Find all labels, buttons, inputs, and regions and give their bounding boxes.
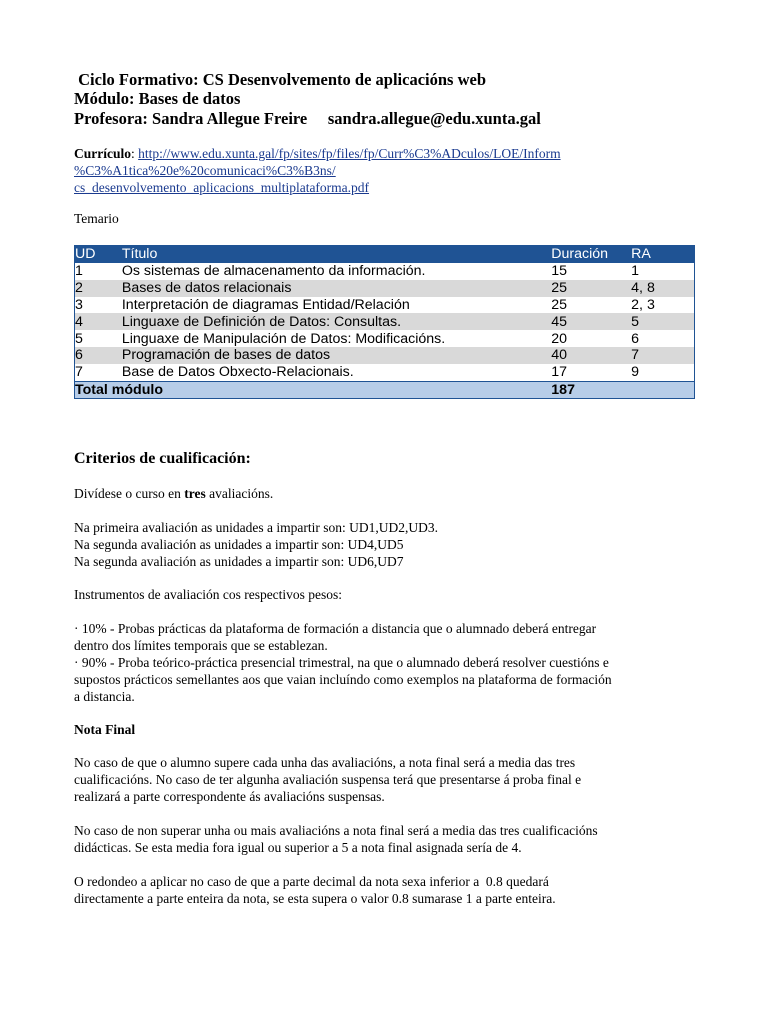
paragraph-line: No caso de que o alumno supere cada unha das avaliacións, a nota final será a media das tres xyxy=(74,755,576,770)
cell-title: Linguaxe de Definición de Datos: Consultas. xyxy=(122,313,551,330)
paragraph-line: cualificacións. No caso de ter algunha avaliación suspensa terá que presentarse á proba final e xyxy=(74,772,582,787)
cell-ra: 6 xyxy=(631,330,640,347)
cell-ud: 2 xyxy=(75,280,122,297)
cell-title: Os sistemas de almacenamento da información. xyxy=(121,263,426,280)
table-row xyxy=(75,347,695,364)
terms-text-post: avaliacións. xyxy=(205,486,274,501)
cell-title: Bases de datos relacionais xyxy=(122,280,551,297)
table-row xyxy=(75,280,695,297)
cell-ra: 2, 3 xyxy=(631,296,655,313)
course-title: Ciclo Formativo: CS Desenvolvemento de aplicacións web xyxy=(74,70,486,89)
curriculum-link-line1[interactable]: http://www.edu.xunta.gal/fp/sites/fp/files/fp/Curr%C3%ADculos/LOE/Inform xyxy=(138,146,561,161)
rounding-paragraph xyxy=(74,873,698,907)
module-title: Módulo: Bases de datos xyxy=(74,89,241,108)
evaluations-paragraph xyxy=(74,519,698,570)
table-row xyxy=(75,297,695,314)
terms-text-pre: Divídese o curso en xyxy=(74,486,185,501)
cell-ra: 5 xyxy=(631,313,694,330)
curriculum-block xyxy=(74,145,561,196)
paragraph-line: didácticas. Se esta media fora igual ou superior a 5 a nota final asignada sería de 4. xyxy=(74,840,522,855)
cell-ud: 7 xyxy=(75,364,83,381)
paragraph-line: O redondeo a aplicar no caso de que a parte decimal da nota sexa inferior a 0.8 quedará xyxy=(74,874,549,889)
table-total-row xyxy=(75,381,695,399)
temario-label: Temario xyxy=(74,211,119,226)
weight-item-line: dentro dos límites temporais que se establezan. xyxy=(74,638,328,653)
total-value: 187 xyxy=(551,381,631,399)
curriculum-separator: : xyxy=(131,146,139,161)
cell-ud: 6 xyxy=(75,347,122,364)
paragraph-line: realizará a parte correspondente ás avaliacións suspensas. xyxy=(74,789,385,804)
weight-item-line: a distancia. xyxy=(74,689,135,704)
cell-duration: 45 xyxy=(551,313,631,330)
evaluation-line: Na primeira avaliación as unidades a impartir son: UD1,UD2,UD3. xyxy=(74,520,439,535)
cell-ra: 9 xyxy=(631,364,640,381)
criteria-heading: Criterios de cualificación: xyxy=(74,450,251,467)
curriculum-label: Currículo xyxy=(74,146,131,161)
curriculum-link-line2[interactable]: %C3%A1tica%20e%20comunicaci%C3%B3ns/ xyxy=(74,163,336,178)
instruments-heading: Instrumentos de avaliación cos respectivos pesos: xyxy=(74,587,343,602)
cell-title: Interpretación de diagramas Entidad/Relación xyxy=(121,296,410,313)
cell-ud: 5 xyxy=(75,330,83,347)
table-row xyxy=(75,364,695,381)
table-row xyxy=(75,263,695,280)
cell-duration: 15 xyxy=(551,263,568,280)
table-header-row xyxy=(75,246,695,264)
total-label: Total módulo xyxy=(75,381,552,399)
cell-ra: 4, 8 xyxy=(631,280,694,297)
weight-item-line: · 10% - Probas prácticas da plataforma de formación a distancia que o alumnado deberá entregar xyxy=(74,621,597,636)
cell-title: Linguaxe de Manipulación de Datos: Modificacións. xyxy=(121,330,446,347)
cell-title: Base de Datos Obxecto-Relacionais. xyxy=(121,364,354,381)
paragraph-line: No caso de non superar unha ou mais avaliacións a nota final será a media das tres cualificacións xyxy=(74,823,598,838)
cell-duration: 20 xyxy=(551,330,568,347)
cell-ud: 3 xyxy=(75,296,83,313)
terms-paragraph xyxy=(74,485,698,502)
header-ud: UD xyxy=(75,246,122,264)
cell-duration: 40 xyxy=(551,347,631,364)
header-title: Título xyxy=(122,246,551,264)
curriculum-link-line3[interactable]: cs_desenvolvemento_aplicacions_multiplataforma.pdf xyxy=(74,180,370,195)
units-table xyxy=(74,245,695,399)
cell-ra: 7 xyxy=(631,347,694,364)
evaluation-line: Na segunda avaliación as unidades a impartir son: UD6,UD7 xyxy=(74,554,404,569)
cell-title: Programación de bases de datos xyxy=(122,347,551,364)
weight-item-line: supostos prácticos semellantes aos que vaian incluíndo como exemplos na plataforma de formación xyxy=(74,672,612,687)
cell-duration: 25 xyxy=(551,280,631,297)
cell-duration: 25 xyxy=(551,296,568,313)
final-grade-paragraph-1 xyxy=(74,754,698,805)
cell-ud: 1 xyxy=(75,263,83,280)
cell-ra: 1 xyxy=(631,263,640,280)
teacher-line: Profesora: Sandra Allegue Freire sandra.allegue@edu.xunta.gal xyxy=(74,109,541,128)
table-row xyxy=(75,330,695,347)
paragraph-line: directamente a parte enteira da nota, se esta supera o valor 0.8 sumarase 1 a parte enteira. xyxy=(74,891,556,906)
total-empty-cell xyxy=(631,381,694,399)
cell-ud: 4 xyxy=(75,313,122,330)
header-ra: RA xyxy=(631,246,694,264)
weight-item-line: · 90% - Proba teórico-práctica presencial trimestral, na que o alumnado deberá resolver cuestións e xyxy=(74,655,609,670)
final-grade-paragraph-2 xyxy=(74,822,698,856)
terms-text-bold: tres xyxy=(184,486,206,501)
final-grade-heading: Nota Final xyxy=(74,722,136,737)
header-duration: Duración xyxy=(551,246,631,264)
evaluation-line: Na segunda avaliación as unidades a impartir son: UD4,UD5 xyxy=(74,537,404,552)
weights-list xyxy=(74,620,698,705)
table-row xyxy=(75,313,695,330)
cell-duration: 17 xyxy=(551,364,568,381)
